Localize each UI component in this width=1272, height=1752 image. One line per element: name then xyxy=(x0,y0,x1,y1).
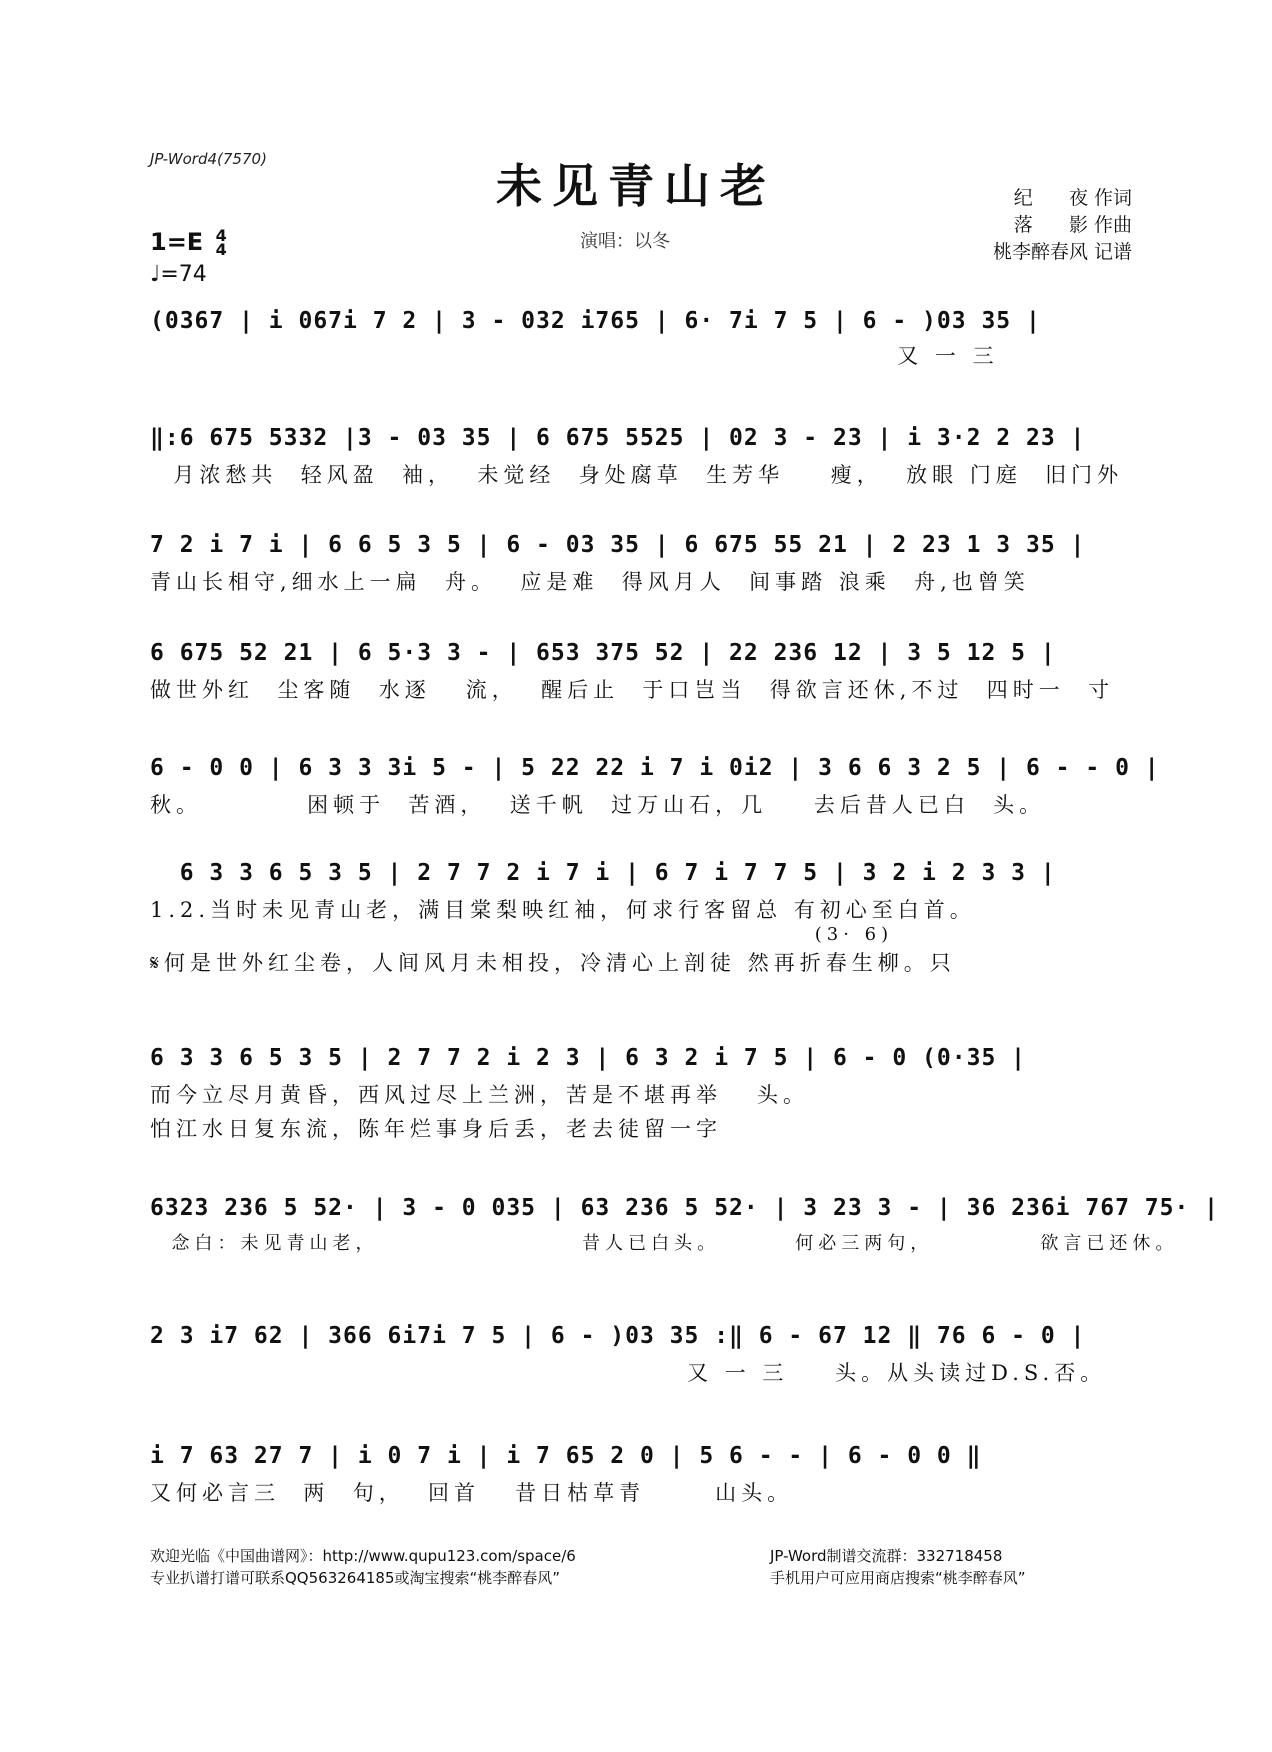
lyric-row: 青山长相守,细水上一扁 舟。 应是难 得风月人 间事踏 浪乘 舟,也曾笑 xyxy=(150,570,1030,594)
music-system-7 xyxy=(150,1045,1125,1143)
lyric-row: 月浓愁共 轻风盈 袖， 未觉经 身处腐草 生芳华 瘦， 放眼 门庭 旧门外 xyxy=(150,463,1124,487)
music-system-3 xyxy=(150,532,1125,596)
lyricist-credit: 纪 夜 作词 xyxy=(1013,187,1132,209)
footer-group-line: JP-Word制谱交流群：332718458 xyxy=(770,1547,1003,1565)
singer-credit: 演唱：以冬 xyxy=(580,231,670,252)
music-system-6 xyxy=(150,860,1125,977)
recitation-row: 念白：未见青山老， 昔人已白头。 何必三两句， 欲言已还休。 xyxy=(150,1233,1179,1254)
credits-block xyxy=(993,185,1132,266)
key-label: 1=E xyxy=(150,228,204,256)
footer-contact-line: 专业扒谱打谱可联系QQ563264185或淘宝搜索“桃李醉春风” xyxy=(150,1569,561,1587)
lyric-row-verse-1: 1.2.当时未见青山老，满目棠梨映红袖，何求行客留总 有初心至白首。 xyxy=(150,898,976,922)
music-system-10 xyxy=(150,1443,1125,1507)
notes-row: (0367 | i 067i 7 2 | 3 - 032 i765 | 6· 7i 7 5 | 6 - )03 35 | xyxy=(150,308,1041,334)
lyric-row: 又 一 三 xyxy=(150,344,999,368)
footer-left xyxy=(150,1545,576,1589)
footer-right xyxy=(770,1545,1026,1589)
footer-website-line: 欢迎光临《中国曲谱网》：http://www.qupu123.com/space/6 xyxy=(150,1547,576,1565)
notes-row: 6 - 0 0 | 6 3 3 3i 5 - | 5 22 22 i 7 i 0i2 | 3 6 6 3 2 5 | 6 - - 0 | xyxy=(150,755,1160,781)
alt-notes-row: (3· 6) xyxy=(150,924,894,945)
lyric-row-verse-1: 而今立尽月黄昏，西风过尽上兰洲，苦是不堪再举 头。 xyxy=(150,1083,810,1107)
notes-row: 7 2 i 7 i | 6 6 5 3 5 | 6 - 03 35 | 6 675 55 21 | 2 23 1 3 35 | xyxy=(150,532,1086,558)
footer-app-line: 手机用户可应用商店搜索“桃李醉春风” xyxy=(770,1569,1026,1587)
music-system-1 xyxy=(150,308,1125,370)
time-top: 4 xyxy=(215,226,227,245)
music-system-5 xyxy=(150,755,1160,819)
transcriber-credit: 桃李醉春风 记谱 xyxy=(992,241,1132,263)
notes-row: 6323 236 5 52· | 3 - 0 035 | 63 236 5 52· | 3 23 3 - | 36 236i 767 75· | xyxy=(150,1195,1219,1221)
lyric-row-verse-2: 怕江水日复东流，陈年烂事身后丢，老去徒留一字 xyxy=(150,1117,722,1141)
lyric-row: 秋。 困顿于 苦酒， 送千帆 过万山石，几 去后昔人已白 头。 xyxy=(150,793,1046,817)
notes-row: ‖:6 675 5332 |3 - 03 35 | 6 675 5525 | 02 3 - 23 | i 3·2 2 23 | xyxy=(150,425,1086,451)
notes-row: i 7 63 27 7 | i 0 7 i | i 7 65 2 0 | 5 6 - - | 6 - 0 0 ‖ xyxy=(150,1443,982,1469)
lyric-row-verse-2: 𝄋何是世外红尘卷，人间风月未相投，冷清心上剖徒 然再折春生柳。只 xyxy=(150,951,956,975)
song-title: 未见青山老 xyxy=(496,159,776,213)
music-system-9 xyxy=(150,1323,1125,1387)
lyric-row: 做世外红 尘客随 水逐 流， 醒后止 于口岂当 得欲言还休,不过 四时一 寸 xyxy=(150,678,1115,702)
time-bottom: 4 xyxy=(215,240,227,259)
notes-row: 6 675 52 21 | 6 5·3 3 - | 653 375 52 | 22 236 12 | 3 5 12 5 | xyxy=(150,640,1056,666)
lyric-row: 又何必言三 两 句， 回首 昔日枯草青 山头。 xyxy=(150,1481,794,1505)
software-tag: JP-Word4(7570) xyxy=(150,150,267,168)
lyric-row: 又 一 三 头。从头读过D.S.否。 xyxy=(150,1361,1107,1385)
tempo-marking: ♩=74 xyxy=(150,262,207,287)
music-system-8 xyxy=(150,1195,1219,1255)
key-signature xyxy=(150,228,227,257)
notes-row: 6 3 3 6 5 3 5 | 2 7 7 2 i 7 i | 6 7 i 7 7 5 | 3 2 i 2 3 3 | xyxy=(150,860,1056,886)
notes-row: 2 3 i7 62 | 366 6i7i 7 5 | 6 - )03 35 :‖ 6 - 67 12 ‖ 76 6 - 0 | xyxy=(150,1323,1086,1349)
music-system-2 xyxy=(150,425,1125,489)
music-system-4 xyxy=(150,640,1125,704)
time-signature xyxy=(215,226,227,259)
notes-row: 6 3 3 6 5 3 5 | 2 7 7 2 i 2 3 | 6 3 2 i 7 5 | 6 - 0 (0·35 | xyxy=(150,1045,1026,1071)
composer-credit: 落 影 作曲 xyxy=(1013,214,1132,236)
